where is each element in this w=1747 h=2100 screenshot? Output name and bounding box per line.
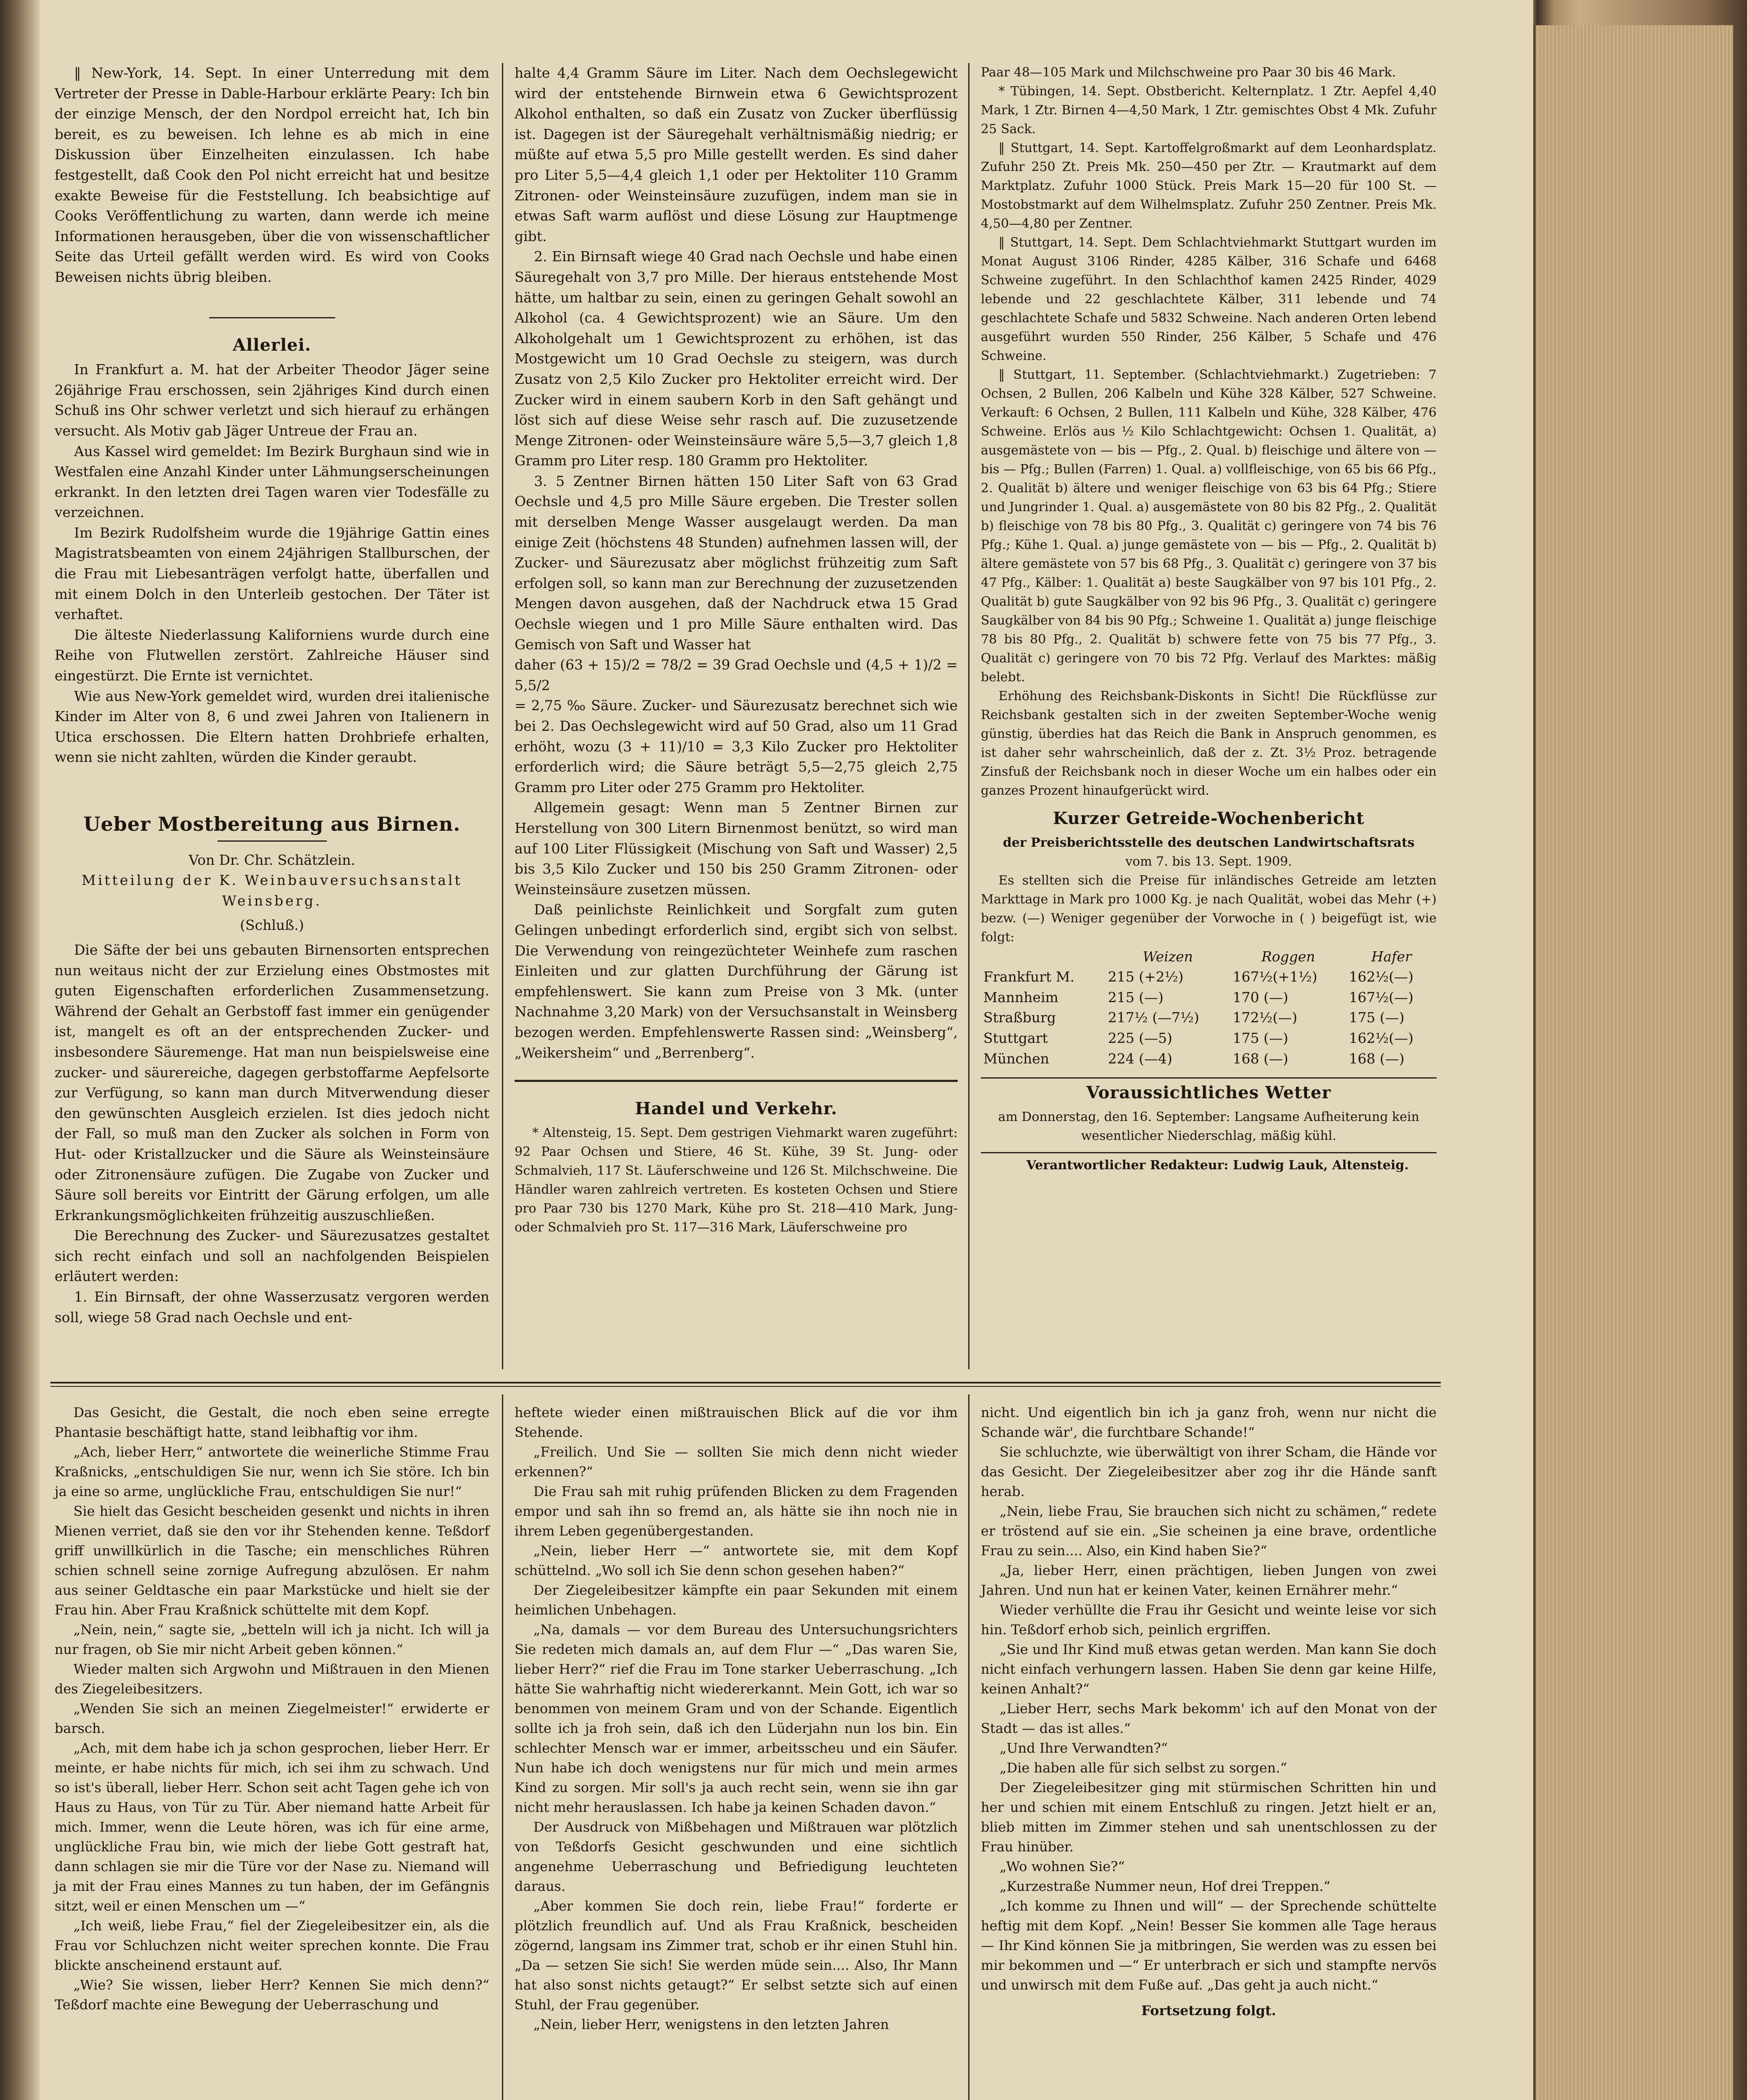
continuation-note: Fortsetzung folgt. <box>1141 2003 1276 2019</box>
story-paragraph: Wieder malten sich Argwohn und Mißtrauen in den Mienen des Ziegeleibesitzers. <box>55 1661 489 1697</box>
separator <box>209 317 335 318</box>
column-2 <box>515 63 958 1237</box>
table-header: Hafer <box>1371 948 1412 965</box>
story-paragraph: nicht. Und eigentlich bin ich ja ganz froh, wenn nur nicht die Schande wär', die furchtbare Schande!“ <box>981 1404 1437 1440</box>
editor-line: Verantwortlicher Redakteur: Ludwig Lauk, Altensteig. <box>1026 1158 1409 1173</box>
table-cell: München <box>983 1050 1049 1067</box>
table-cell: 215 (—) <box>1108 989 1164 1005</box>
news-item: Paar 48—105 Mark und Milchschweine pro Paar 30 bis 46 Mark. <box>981 65 1396 80</box>
article-paragraph: Daß peinlichste Reinlichkeit und Sorgfalt zum guten Gelingen unbedingt erforderlich sind, ergibt sich von selbst. Die Verwendung von reingezüchteter Weinhefe zum raschen Einleiten und zur glatten Durchführung der Gärung ist empfehlenswert. Sie kann zum Preise von 3 Mk. (unter Nachnahme 3,20 Mark) von der Versuchsanstalt in Weinsberg bezogen werden. Empfehlenswerte Rassen sind: „Weinsberg“, „Weikersheim“ und „Berrenberg“. <box>515 901 958 1061</box>
story-paragraph: „Lieber Herr, sechs Mark bekomm' ich auf den Monat von der Stadt — das ist alles.“ <box>981 1701 1437 1736</box>
feuilleton-column-3 <box>981 1403 1437 2021</box>
story-paragraph: „Aber kommen Sie doch rein, liebe Frau!“ forderte er plötzlich freundlich auf. Und als Frau Kraßnick, bescheiden zögernd, langsam ins Zimmer trat, schob er ihr einen Stuhl hin. „Da — setzen Sie sich! Sie werden müde sein.... Also, Ihr Mann hat also sonst nichts getaugt?“ Er selbst setzte sich auf einen Stuhl, der Frau gegenüber. <box>515 1898 958 2013</box>
story-paragraph: Der Ziegeleibesitzer kämpfte ein paar Sekunden mit einem heimlichen Unbehagen. <box>515 1582 958 1618</box>
story-paragraph: „Und Ihre Verwandten?“ <box>999 1740 1168 1756</box>
separator <box>218 840 327 842</box>
article-institution: Mitteilung der K. Weinbauversuchsanstalt Weinsberg. <box>81 872 462 909</box>
story-paragraph: Der Ausdruck von Mißbehagen und Mißtrauen war plötzlich von Teßdorfs Gesicht geschwunden und eine sichtlich angenehme Ueberraschung und Befriedigung leuchteten daraus. <box>515 1819 958 1894</box>
column-rule <box>502 1394 503 2100</box>
table-cell: 168 (—) <box>1349 1050 1405 1067</box>
feuilleton-column-2 <box>515 1403 958 2034</box>
news-newyork: ‖ New-York, 14. Sept. In einer Unterredung mit dem Vertreter der Presse in Dable-Harbour erklärte Peary: Ich bin der einzige Mensch, der den Nordpol erreicht hat, Ich bin bereit, es zu beweisen. Ich lehne es ab mich in eine Diskussion über Einzelheiten einzulassen. Ich habe festgestellt, daß Cook den Pol nicht erreicht hat und besitze exakte Beweise für die Feststellung. Ich beabsichtige auf Cooks Veröffentlichung zu warten, dann werde ich meine Informationen herausgeben, über die von wissenschaftlicher Seite das Urteil gefällt werden wird. Es wird von Cooks Beweisen nichts übrig bleiben. <box>55 65 489 285</box>
story-paragraph: heftete wieder einen mißtrauischen Blick auf die vor ihm Stehende. <box>515 1404 958 1440</box>
story-paragraph: Sie schluchzte, wie überwältigt von ihrer Scham, die Hände vor das Gesicht. Der Ziegeleibesitzer aber zog ihr die Hände sanft herab. <box>981 1444 1437 1499</box>
section-title-allerlei: Allerlei. <box>233 335 311 355</box>
story-paragraph: „Ja, lieber Herr, einen prächtigen, lieben Jungen von zwei Jahren. Und nun hat er keinen Vater, keinen Ernährer mehr.“ <box>981 1562 1437 1598</box>
table-cell: 162½(—) <box>1349 1029 1413 1046</box>
story-paragraph: „Wenden Sie sich an meinen Ziegelmeister!“ erwiderte er barsch. <box>55 1701 489 1736</box>
table-row <box>981 987 1437 1008</box>
table-cell: Mannheim <box>983 989 1059 1005</box>
article-paragraph: halte 4,4 Gramm Säure im Liter. Nach dem Oechslegewicht wird der entstehende Birnwein etwa 6 Gewichtsprozent Alkohol enthalten, so daß ein Zusatz von Zucker überflüssig ist. Dagegen ist der Säuregehalt verhältnismäßig niedrig; er müßte auf etwa 5,5 pro Mille gestellt werden. Es sind daher pro Liter 5,5—4,4 gleich 1,1 oder per Hektoliter 110 Gramm Zitronen- oder Weinsteinsäure zuzufügen, indem man sie in etwas Saft warm auflöst und diese Lösung zur Hauptmenge gibt. <box>515 65 958 244</box>
table-header <box>981 947 1106 967</box>
table-cell: 215 (+2½) <box>1108 969 1184 985</box>
table-cell: 175 (—) <box>1349 1009 1405 1026</box>
news-tuebingen: * Tübingen, 14. Sept. Obstbericht. Kelternplatz. 1 Ztr. Aepfel 4,40 Mark, 1 Ztr. Birnen 4—4,50 Mark, 1 Ztr. gemischtes Obst 4 Mk. Zufuhr 25 Sack. <box>981 84 1437 136</box>
news-stuttgart-markt: ‖ Stuttgart, 11. September. (Schlachtviehmarkt.) Zugetrieben: 7 Ochsen, 2 Bullen, 206 Kalbeln und Kühe 328 Kälber, 527 Schweine. Verkauft: 6 Ochsen, 2 Bullen, 111 Kalbeln und Kühe, 328 Kälber, 476 Schweine. Erlös aus ½ Kilo Schlachtgewicht: Ochsen 1. Qualität, a) ausgemästete von — bis — Pfg., 2. Qual. b) fleischige und ältere von — bis — Pfg.; Bullen (Farren) 1. Qual. a) vollfleischige, von 65 bis 66 Pfg., 2. Qualität b) ältere und weniger fleischige von 63 bis 64 Pfg.; Stiere und Jungrinder 1. Qual. a) ausgemästete von 80 bis 82 Pfg., 2. Qualität b) fleischige von 78 bis 80 Pfg., 3. Qualität c) geringere von 74 bis 76 Pfg.; Kühe 1. Qual. a) junge gemästete von — bis — Pfg., 2. Qualität b) ältere gemästete von 57 bis 68 Pfg., 3. Qualität c) geringere von 37 bis 47 Pfg., Kälber: 1. Qualität a) beste Saugkälber von 97 bis 101 Pfg., 2. Qualität b) gute Saugkälber von 92 bis 96 Pfg., 3. Qualität c) geringere Saugkälber von 84 bis 90 Pfg.; Schweine 1. Qualität a) junge fleischige 78 bis 80 Pfg., 2. Qualität b) schwere fette von 75 bis 77 Pfg., 3. Qualität c) geringere von 70 bis 72 Pfg. Verlauf des Marktes: mäßig belebt. <box>981 368 1437 685</box>
getreide-intro: Es stellten sich die Preise für inländisches Getreide am letzten Markttage in Mark pro 1000 Kg. je nach Qualität, wobei das Mehr (+) bezw. (—) Weniger gegenüber der Vorwoche in ( ) beigefügt ist, wie folgt: <box>981 873 1437 945</box>
story-paragraph: „Die haben alle für sich selbst zu sorgen.“ <box>999 1760 1287 1776</box>
column-rule <box>502 63 503 1369</box>
table-cell: 224 (—4) <box>1108 1050 1172 1067</box>
table-row <box>981 1028 1437 1049</box>
story-paragraph: „Wo wohnen Sie?“ <box>999 1858 1125 1874</box>
formula: daher (63 + 15)/2 = 78/2 = 39 Grad Oechsle und (4,5 + 1)/2 = 5,5/2 <box>515 656 958 693</box>
section-title-getreide: Kurzer Getreide-Wochenbericht <box>1053 808 1365 828</box>
table-header: Roggen <box>1261 948 1315 965</box>
section-date: vom 7. bis 13. Sept. 1909. <box>1125 854 1292 869</box>
table-cell: Stuttgart <box>983 1029 1048 1046</box>
table-header: Weizen <box>1143 948 1193 965</box>
section-subtitle: der Preisberichtsstelle des deutschen Landwirtschaftsrats <box>1003 835 1415 850</box>
news-stuttgart-kartoffel: ‖ Stuttgart, 14. Sept. Kartoffelgroßmarkt auf dem Leonhardsplatz. Zufuhr 250 Zt. Preis Mk. 250—450 per Ztr. — Krautmarkt auf dem Marktplatz. Zufuhr 1000 Stück. Preis Mark 15—20 für 100 St. — Mostobstmarkt auf dem Wilhelmsplatz. Zufuhr 250 Zentner. Preis Mk. 4,50—4,80 per Zentner. <box>981 141 1437 231</box>
article-author: Von Dr. Chr. Schätzlein. <box>189 851 355 868</box>
article-note: (Schluß.) <box>240 917 304 934</box>
news-item: Aus Kassel wird gemeldet: Im Bezirk Burghaun sind wie in Westfalen eine Anzahl Kinder unter Lähmungserscheinungen erkrankt. In den letzten drei Tagen waren vier Todesfälle zu verzeichnen. <box>55 443 489 521</box>
column-rule <box>968 63 969 1369</box>
article-paragraph: = 2,75 ‰ Säure. Zucker- und Säurezusatz berechnet sich wie bei 2. Das Oechslegewicht wird auf 50 Grad, also um 11 Grad erhöht, wozu (3 + 11)/10 = 3,3 Kilo Zucker pro Hektoliter erforderlich wird; die Säure beträgt 5,5—2,75 gleich 2,75 Gramm pro Liter oder 275 Gramm pro Hektoliter. <box>515 697 958 795</box>
news-reichsbank: Erhöhung des Reichsbank-Diskonts in Sicht! Die Rückflüsse zur Reichsbank gestalten sich in der zweiten September-Woche wenig günstig, überdies hat das Reich die Bank in Anspruch genommen, es ist daher sehr wahrscheinlich, daß der z. Zt. 3½ Proz. betragende Zinsfuß der Reichsbank noch in dieser Woche um ein halbes oder ein ganzes Prozent hinaufgerückt wird. <box>981 689 1437 798</box>
story-paragraph: „Nein, liebe Frau, Sie brauchen sich nicht zu schämen,“ redete er tröstend auf sie ein. „Sie scheinen ja eine brave, ordentliche Frau zu sein.... Also, ein Kind haben Sie?“ <box>981 1503 1437 1559</box>
table-cell: 162½(—) <box>1349 969 1413 985</box>
section-rule <box>981 1077 1437 1079</box>
table-cell: 225 (—5) <box>1108 1029 1172 1046</box>
story-paragraph: „Na, damals — vor dem Bureau des Untersuchungsrichters Sie redeten mich damals an, auf dem Flur —“ „Das waren Sie, lieber Herr?“ rief die Frau im Tone starker Ueberraschung. „Ich hätte Sie wahrhaftig nicht wiedererkannt. Mein Gott, ich war so benommen von meinem Gram und von der Schande. Eigentlich sollte ich ja froh sein, daß ich den Lüderjahn nun los bin. Ein schlechter Mensch war er immer, arbeitsscheu und ein Säufer. Nun habe ich doch wenigstens nur für mich und mein armes Kind zu sorgen. Mir soll's ja auch recht sein, wenn sie ihn gar nicht mehr herauslassen. Ich habe ja keinen Schaden davon.“ <box>515 1622 958 1815</box>
feuilleton-rule <box>50 1382 1441 1387</box>
table-row <box>981 1008 1437 1028</box>
section-rule <box>515 1080 958 1082</box>
column-rule <box>968 1394 969 2100</box>
news-item: Die älteste Niederlassung Kaliforniens wurde durch eine Reihe von Flutwellen zerstört. Zahlreiche Häuser sind eingestürzt. Die Ernte ist vernichtet. <box>55 626 489 684</box>
news-stuttgart-schlachtvieh: ‖ Stuttgart, 14. Sept. Dem Schlachtviehmarkt Stuttgart wurden im Monat August 3106 Rinder, 4285 Kälber, 316 Schafe und 6468 Schweine zugeführt. In den Schlachthof kamen 2425 Rinder, 4029 lebende und 22 geschlachtete Kälber, 311 lebende und 74 geschlachtete Schafe und 5832 Schweine. Nach anderen Orten lebend ausgeführt wurden 550 Rinder, 256 Kälber, 5 Schafe und 476 Schweine. <box>981 235 1437 363</box>
table-row <box>981 1049 1437 1069</box>
table-cell: 167½(+1½) <box>1232 969 1318 985</box>
table-cell: Straßburg <box>983 1009 1056 1026</box>
table-cell: Frankfurt M. <box>983 969 1074 985</box>
story-paragraph: „Wie? Sie wissen, lieber Herr? Kennen Sie mich denn?“ Teßdorf machte eine Bewegung der Ueberraschung und <box>55 1977 489 2013</box>
article-paragraph: Allgemein gesagt: Wenn man 5 Zentner Birnen zur Herstellung von 300 Litern Birnenmost benützt, so wird man auf 100 Liter Flüssigkeit (Mischung von Saft und Wasser) 2,5 bis 3,5 Kilo Zucker und 150 bis 250 Gramm Zitronen- oder Weinsteinsäure zusetzen müssen. <box>515 799 958 898</box>
book-page-edges <box>1533 25 1733 2100</box>
story-paragraph: „Nein, lieber Herr —“ antwortete sie, mit dem Kopf schüttelnd. „Wo soll ich Sie denn schon gesehen haben?“ <box>515 1543 958 1578</box>
column-3 <box>981 63 1437 1175</box>
story-paragraph: „Sie und Ihr Kind muß etwas getan werden. Man kann Sie doch nicht einfach verhungern lassen. Haben Sie denn gar keine Hilfe, keinen Anhalt?“ <box>981 1641 1437 1697</box>
story-paragraph: „Nein, lieber Herr, wenigstens in den letzten Jahren <box>533 2016 889 2032</box>
story-paragraph: Die Frau sah mit ruhig prüfenden Blicken zu dem Fragenden empor und sah ihn so fremd an, als hätte sie ihn noch nie in ihrem Leben gegenübergestanden. <box>515 1483 958 1539</box>
table-row <box>981 967 1437 987</box>
article-paragraph: Die Säfte der bei uns gebauten Birnensorten entsprechen nun weitaus nicht der zur Erzielung eines Obstmostes mit guten Eigenschaften erforderlichen Zusammensetzung. Während der Gehalt an Gerbstoff fast immer ein genügender ist, mangelt es oft an der entsprechenden Zucker- und insbesondere Säuremenge. Hat man nun beispielsweise eine zucker- und säurereiche, dagegen gerbstoffarme Aepfelsorte zur Verfügung, so kann man durch Mitverwendung dieser den gewünschten Ausgleich erzielen. Ist dies jedoch nicht der Fall, so muß man den Zucker als solchen in Form von Hut- oder Kristallzucker und die Säure als Weinsteinsäure oder Zitronensäure zufügen. Die Zugabe von Zucker und Säure soll bereits vor Eintritt der Gärung erfolgen, um alle Erkrankungsmöglichkeiten frühzeitig auszuschließen. <box>55 941 489 1223</box>
section-title-handel: Handel und Verkehr. <box>635 1099 838 1119</box>
weather-forecast: am Donnerstag, den 16. September: Langsame Aufheiterung kein wesentlicher Niederschlag, mäßig kühl. <box>998 1109 1419 1143</box>
story-paragraph: „Freilich. Und Sie — sollten Sie mich denn nicht wieder erkennen?“ <box>515 1444 958 1480</box>
story-paragraph: Das Gesicht, die Gestalt, die noch eben seine erregte Phantasie beschäftigt hatte, stand leibhaftig vor ihm. <box>55 1404 489 1440</box>
section-title-wetter: Voraussichtliches Wetter <box>1086 1083 1331 1103</box>
table-header-row <box>981 947 1437 967</box>
table-cell: 172½(—) <box>1232 1009 1298 1026</box>
article-paragraph: Die Berechnung des Zucker- und Säurezusatzes gestaltet sich recht einfach und soll an nachfolgenden Beispielen erläutert werden: <box>55 1227 489 1285</box>
table-cell: 168 (—) <box>1232 1050 1288 1067</box>
story-paragraph: „Nein, nein,“ sagte sie, „betteln will ich ja nicht. Ich will ja nur fragen, ob Sie mir nicht Arbeit geben können.“ <box>55 1622 489 1657</box>
news-item: In Frankfurt a. M. hat der Arbeiter Theodor Jäger seine 26jährige Frau erschossen, sein 2jähriges Kind durch einen Schuß ins Ohr schwer verletzt und sich hierauf zu erhängen versucht. Als Motiv gab Jäger Untreue der Frau an. <box>55 361 489 439</box>
article-paragraph: 1. Ein Birnsaft, der ohne Wasserzusatz vergoren werden soll, wiege 58 Grad nach Oechsle und ent- <box>55 1289 489 1326</box>
table-cell: 175 (—) <box>1232 1029 1288 1046</box>
table-cell: 170 (—) <box>1232 989 1288 1005</box>
table-cell: 217½ (—7½) <box>1108 1009 1199 1026</box>
section-rule <box>981 1152 1437 1153</box>
story-paragraph: „Kurzestraße Nummer neun, Hof drei Treppen.“ <box>999 1878 1331 1894</box>
column-1 <box>55 63 489 1328</box>
news-item: Wie aus New-York gemeldet wird, wurden drei italienische Kinder im Alter von 8, 6 und zwei Jahren von Italienern in Utica erschossen. Die Eltern hatten Drohbriefe erhalten, wenn sie nicht zahlten, würden die Kinder geraubt. <box>55 688 489 766</box>
article-title-mostbereitung: Ueber Mostbereitung aus Birnen. <box>83 813 461 835</box>
article-paragraph: 2. Ein Birnsaft wiege 40 Grad nach Oechsle und habe einen Säuregehalt von 3,7 pro Mille. Der hieraus entstehende Most hätte, um haltbar zu sein, einen zu geringen Gehalt sowohl an Alkohol (ca. 4 Gewichtsprozent) wie an Säure. Um den Alkoholgehalt um 1 Gewichtsprozent zu erhöhen, ist das Mostgewicht um 10 Grad Oechsle zu steigern, was durch Zusatz von 2,5 Kilo Zucker pro Hektoliter erreicht wird. Der Zucker wird in einem saubern Korb in den Saft gehängt und löst sich auf diese Weise sehr rasch auf. Die zuzusetzende Menge Zitronen- oder Weinsteinsäure wäre 5,5—3,7 gleich 1,8 Gramm pro Liter resp. 180 Gramm pro Hektoliter. <box>515 248 958 469</box>
story-paragraph: Der Ziegeleibesitzer ging mit stürmischen Schritten hin und her und schien mit einem Entschluß zu ringen. Jetzt hielt er an, blieb mitten im Zimmer stehen und sah unentschlossen zu der Frau hinüber. <box>981 1780 1437 1855</box>
price-table <box>981 947 1437 1069</box>
news-item: Im Bezirk Rudolfsheim wurde die 19jährige Gattin eines Magistratsbeamten von einem 24jährigen Stallburschen, der die Frau mit Liebesanträgen verfolgt hatte, überfallen und mit einem Dolch in den Unterleib gestochen. Der Täter ist verhaftet. <box>55 524 489 623</box>
story-paragraph: Wieder verhüllte die Frau ihr Gesicht und weinte leise vor sich hin. Teßdorf erhob sich, peinlich ergriffen. <box>981 1602 1437 1638</box>
story-paragraph: „Ich weiß, liebe Frau,“ fiel der Ziegeleibesitzer ein, als die Frau vor Schluchzen nicht weiter sprechen konnte. Die Frau blickte anscheinend erstaunt auf. <box>55 1918 489 1973</box>
table-cell: 167½(—) <box>1349 989 1413 1005</box>
story-paragraph: „Ich komme zu Ihnen und will“ — der Sprechende schüttelte heftig mit dem Kopf. „Nein! Besser Sie kommen alle Tage heraus — Ihr Kind können Sie ja mitbringen, Sie werden was zu essen bei mir bekommen und —“ Er unterbrach er sich und stampfte nervös und unwirsch mit dem Fuße auf. „Das geht ja auch nicht.“ <box>981 1898 1437 1993</box>
story-paragraph: Sie hielt das Gesicht bescheiden gesenkt und nichts in ihren Mienen verriet, daß sie den vor ihr Stehenden kenne. Teßdorf griff unwillkürlich in die Tasche; ein menschliches Rühren schien schnell seine zornige Aufregung abzulösen. Er nahm aus seiner Geldtasche ein paar Markstücke und hielt sie der Frau hin. Aber Frau Kraßnick schüttelte mit dem Kopf. <box>55 1503 489 1618</box>
article-paragraph: 3. 5 Zentner Birnen hätten 150 Liter Saft von 63 Grad Oechsle und 4,5 pro Mille Säure ergeben. Die Trester sollen mit derselben Menge Wasser ausgelaugt werden. Da man einige Zeit (höchstens 48 Stunden) aufnehmen lassen will, der Zucker- und Säurezusatz aber möglichst frühzeitig zum Saft erfolgen soll, so kann man zur Berechnung der zuzusetzenden Mengen davon ausgehen, daß der Nachdruck etwa 15 Grad Oechsle wiegen und 1 pro Mille Säure enthalten wird. Das Gemisch von Saft und Wasser hat <box>515 472 958 653</box>
story-paragraph: „Ach, mit dem habe ich ja schon gesprochen, lieber Herr. Er meinte, er habe nichts für mich, ich sei ihm zu schwach. Und so ist's überall, lieber Herr. Schon seit acht Tagen gehe ich von Haus zu Haus, von Tür zu Tür. Aber niemand hatte Arbeit für mich. Immer, wenn die Leute hören, was ich für eine arme, unglückliche Frau bin, wie mich der liebe Gott gestraft hat, dann schlagen sie mir die Türe vor der Nase zu. Niemand will ja mit der Frau eines Mannes zu tun haben, der im Gefängnis sitzt, weil er einen Menschen um —“ <box>55 1740 489 1914</box>
feuilleton-column-1 <box>55 1403 489 2015</box>
story-paragraph: „Ach, lieber Herr,“ antwortete die weinerliche Stimme Frau Kraßnicks, „entschuldigen Sie nur, wenn ich Sie störe. Ich bin ja eine so arme, unglückliche Frau, entschuldigen Sie nur!“ <box>55 1444 489 1499</box>
news-altensteig: * Altensteig, 15. Sept. Dem gestrigen Viehmarkt waren zugeführt: 92 Paar Ochsen und Stiere, 46 St. Kühe, 39 St. Jung- oder Schmalvieh, 117 St. Läuferschweine und 126 St. Milchschweine. Die Händler waren zahlreich vertreten. Es kosteten Ochsen und Stiere pro Paar 730 bis 1270 Mark, Kühe pro St. 218—410 Mark, Jung- oder Schmalvieh pro St. 117—316 Mark, Läuferschweine pro <box>515 1125 958 1235</box>
